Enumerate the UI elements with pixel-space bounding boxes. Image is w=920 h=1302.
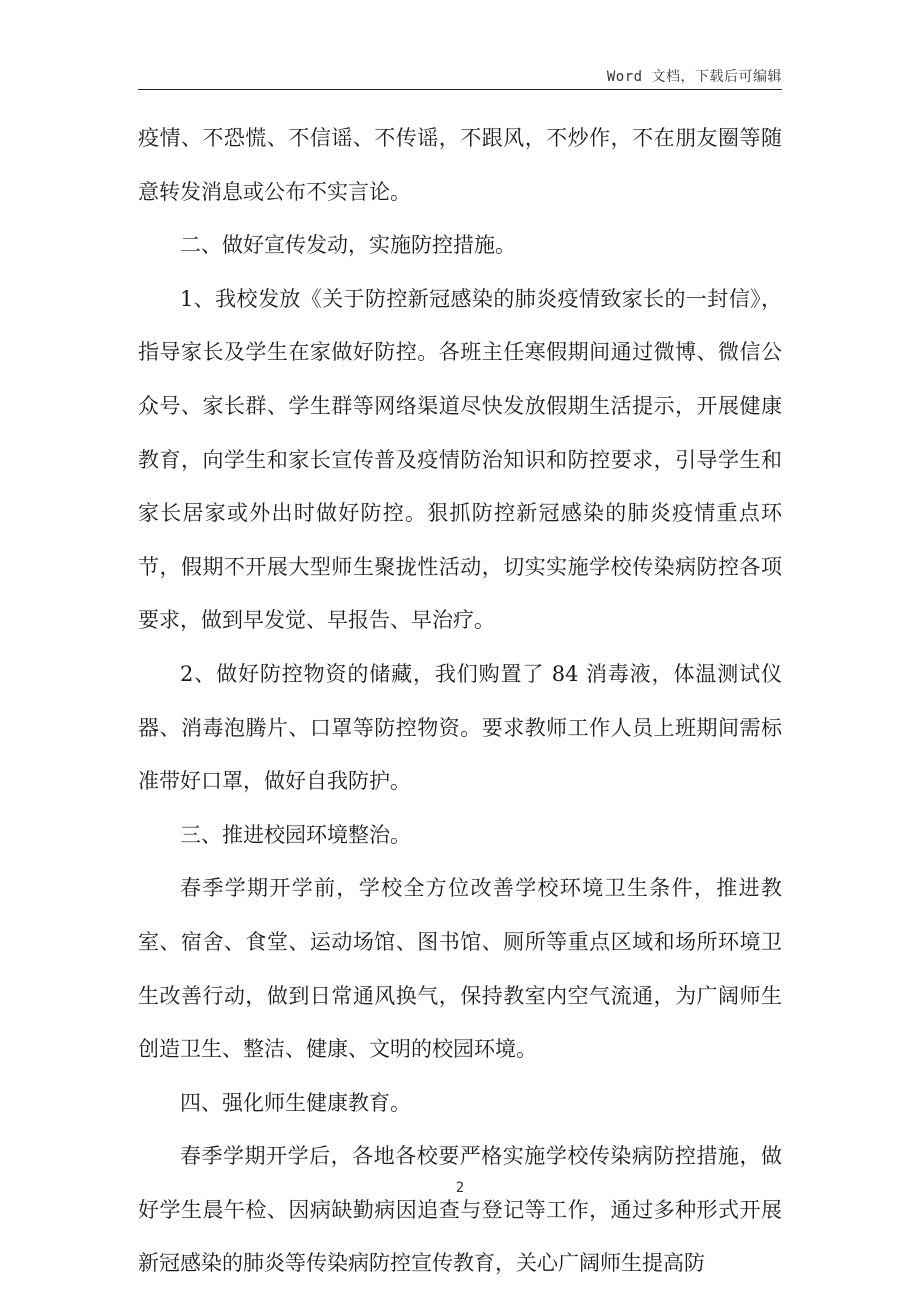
paragraph-campus-environment: 春季学期开学前，学校全方位改善学校环境卫生条件，推进教室、宿舍、食堂、运动场馆、图书馆、厕所等重点区域和场所环境卫生改善行动，做到日常通风换气，保持教室内空气流通，为广阔师生创造卫生、整洁、健康、文明的校园环境。 — [138, 876, 782, 1062]
paragraph-health-education: 春季学期开学后，各地各校要严格实施学校传染病防控措施，做好学生晨午检、因病缺勤病因追查与登记等工作，通过多种形式开展新冠感染的肺炎等传染病防控宣传教育，关心广阔师生提高防 — [138, 1144, 782, 1276]
document-body — [138, 112, 782, 1291]
header-divider — [138, 89, 782, 90]
section-heading-3: 三、推进校园环境整治。 — [180, 822, 411, 847]
section-heading-2: 二、做好宣传发动，实施防控措施。 — [180, 233, 516, 258]
page-header: Word 文档，下载后可编辑 — [606, 69, 782, 85]
paragraph-continuation: 疫情、不恐慌、不信谣、不传谣，不跟风，不炒作，不在朋友圈等随意转发消息或公布不实言论。 — [138, 126, 782, 204]
paragraph-item-2: 2、做好防控物资的储藏，我们购置了 84 消毒液，体温测试仪器、消毒泡腾片、口罩等防控物资。要求教师工作人员上班期间需标准带好口罩，做好自我防护。 — [138, 661, 782, 794]
section-heading-4: 四、强化师生健康教育。 — [180, 1090, 411, 1115]
paragraph-item-1: 1、我校发放《关于防控新冠感染的肺炎疫情致家长的一封信》，指导家长及学生在家做好防控。各班主任寒假期间通过微博、微信公众号、家长群、学生群等网络渠道尽快发放假期生活提示，开展健康教育，向学生和家长宣传普及疫情防治知识和防控要求，引导学生和家长居家或外出时做好防控。狠抓防控新冠感染的肺炎疫情重点环节，假期不开展大型师生聚拢性活动，切实实施学校传染病防控各项要求，做到早发觉、早报告、早治疗。 — [138, 286, 782, 633]
page-number: 2 — [455, 1180, 465, 1196]
